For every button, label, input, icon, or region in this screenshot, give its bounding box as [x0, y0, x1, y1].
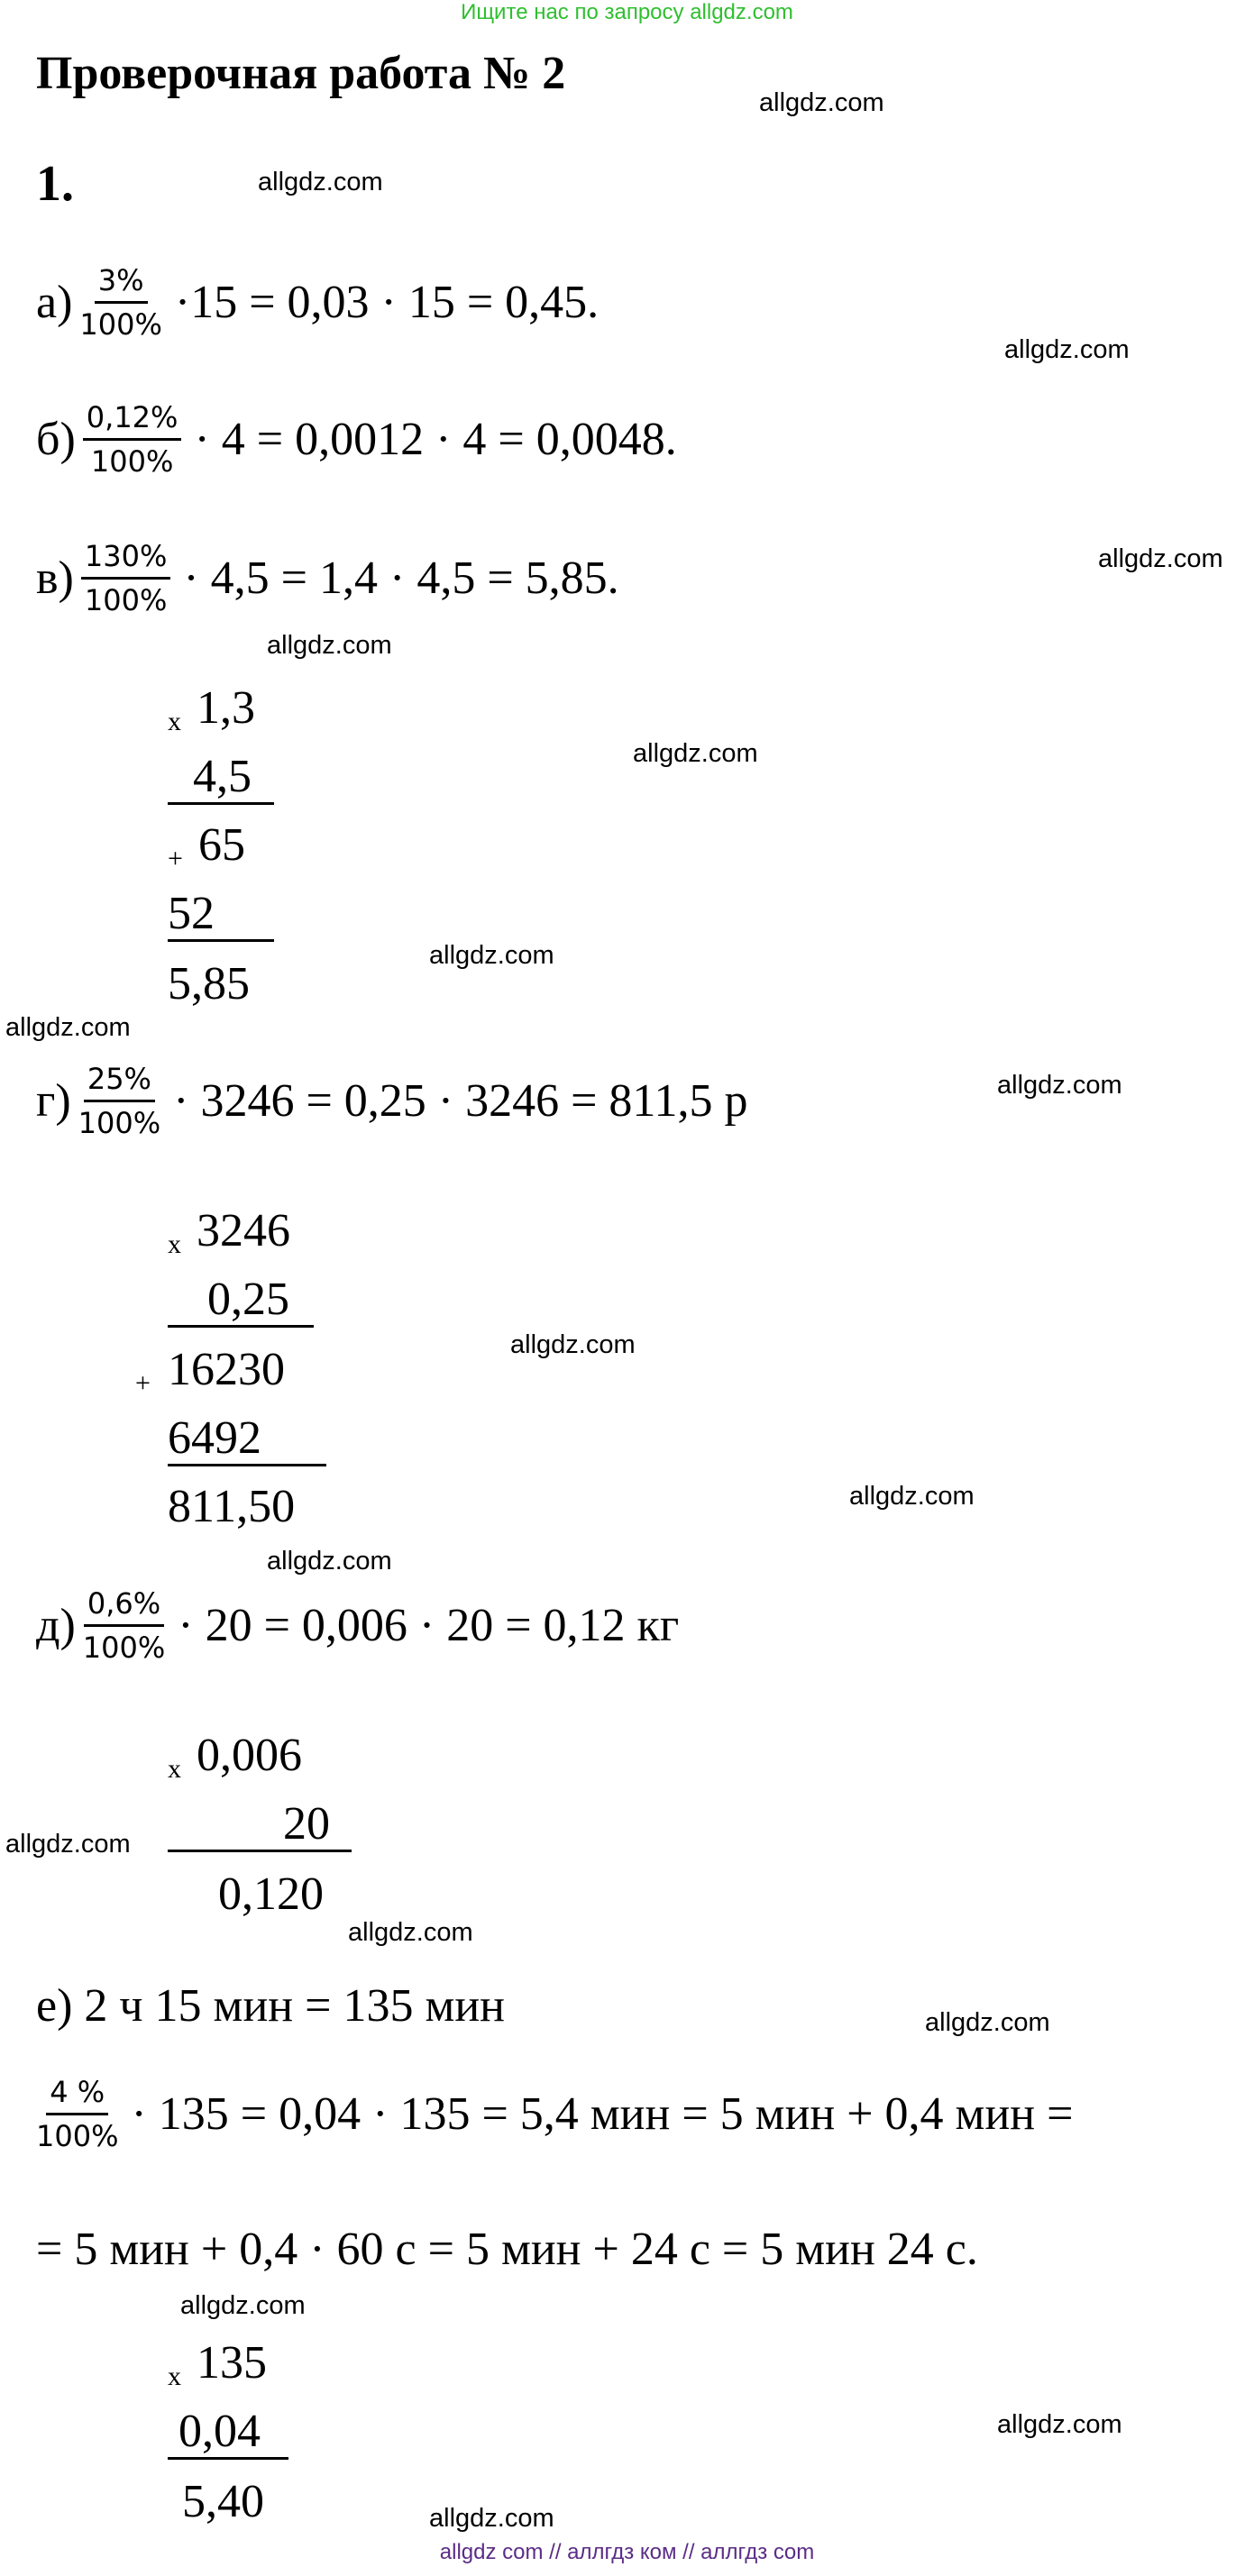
fraction-denominator: 100%	[84, 583, 168, 617]
item-e-conversion: е) 2 ч 15 мин = 135 мин	[36, 1979, 505, 2032]
item-e-expression: · 135 = 0,04 · 135 = 5,4 мин = 5 мин + 0,4 мин =	[131, 2088, 1074, 2140]
watermark[interactable]: allgdz.com	[759, 88, 884, 117]
item-d-label: д)	[36, 1600, 76, 1651]
watermark[interactable]: allgdz.com	[849, 1482, 975, 1511]
calc-underline	[168, 1850, 352, 1852]
calc-row: 0,25	[207, 1274, 289, 1325]
item-g-fraction	[78, 1062, 160, 1140]
calc-row: 135	[197, 2337, 267, 2389]
watermark[interactable]: allgdz.com	[510, 1330, 636, 1359]
plus-sign: +	[135, 1368, 151, 1398]
watermark[interactable]: allgdz.com	[429, 941, 554, 970]
item-a-expression: ·15 = 0,03 · 15 = 0,45.	[174, 277, 600, 328]
item-b-expression: · 4 = 0,0012 · 4 = 0,0048.	[194, 414, 677, 465]
item-b-fraction	[83, 400, 182, 479]
watermark[interactable]: allgdz.com	[997, 2410, 1122, 2439]
fraction-numerator: 3%	[95, 263, 148, 304]
watermark[interactable]: allgdz.com	[5, 1013, 131, 1042]
item-v-expression: · 4,5 = 1,4 · 4,5 = 5,85.	[183, 553, 619, 604]
calc-row: 16230	[168, 1344, 285, 1395]
fraction-denominator: 100%	[90, 444, 174, 479]
fraction-denominator: 100%	[79, 307, 162, 342]
watermark[interactable]: allgdz.com	[429, 2504, 554, 2533]
fraction-numerator: 25%	[84, 1062, 155, 1102]
watermark[interactable]: allgdz.com	[1098, 544, 1223, 573]
item-v-fraction	[81, 539, 170, 617]
watermark[interactable]: allgdz.com	[258, 168, 383, 196]
calc-row: 0,006	[197, 1730, 302, 1781]
watermark[interactable]: allgdz.com	[180, 2291, 306, 2320]
calc-result: 811,50	[168, 1481, 296, 1532]
multiply-sign: x	[168, 1229, 181, 1259]
calc-row: 1,3	[197, 682, 255, 734]
item-v	[36, 539, 619, 617]
watermark[interactable]: allgdz.com	[925, 2008, 1050, 2037]
watermark[interactable]: allgdz.com	[267, 631, 392, 660]
footer-links[interactable]: allgdz com // аллгдз ком // аллгдз com	[439, 2540, 815, 2564]
plus-sign: +	[168, 844, 183, 873]
item-e-line2	[36, 2075, 1073, 2153]
fraction-denominator: 100%	[36, 2119, 119, 2153]
item-e-line1	[36, 1974, 505, 2037]
item-a-fraction	[79, 263, 161, 342]
calc-row: 6492	[168, 1412, 261, 1464]
calc-underline	[168, 1325, 314, 1328]
calc-result: 5,85	[168, 958, 250, 1009]
item-v-label: в)	[36, 553, 74, 604]
item-d-expression: · 20 = 0,006 · 20 = 0,12 кг	[178, 1600, 680, 1651]
calc-row: 3246	[197, 1205, 290, 1256]
item-d	[36, 1586, 679, 1665]
calc-underline	[168, 939, 274, 942]
calc-row: 20	[283, 1798, 330, 1850]
item-e-continuation: = 5 мин + 0,4 · 60 с = 5 мин + 24 с = 5 мин 24 с.	[36, 2223, 978, 2275]
watermark[interactable]: allgdz.com	[348, 1918, 473, 1947]
calc-row: 0,04	[178, 2406, 261, 2457]
page-title: Проверочная работа № 2	[36, 48, 566, 99]
fraction-numerator: 0,12%	[83, 400, 182, 441]
item-a-label: а)	[36, 277, 73, 328]
calc-underline	[168, 2457, 288, 2460]
item-b	[36, 400, 677, 479]
multiply-sign: x	[168, 2361, 181, 2391]
item-g-expression: · 3246 = 0,25 · 3246 = 811,5 р	[173, 1075, 748, 1127]
multiply-sign: x	[168, 707, 181, 736]
item-b-label: б)	[36, 414, 76, 465]
top-banner[interactable]: Ищите нас по запросу allgdz.com	[461, 0, 793, 24]
calc-underline	[168, 1464, 326, 1466]
fraction-denominator: 100%	[78, 1106, 161, 1140]
item-d-fraction	[83, 1586, 165, 1665]
watermark[interactable]: allgdz.com	[997, 1071, 1122, 1100]
watermark[interactable]: allgdz.com	[1004, 335, 1130, 364]
calc-row: 4,5	[193, 751, 252, 802]
fraction-numerator: 130%	[81, 539, 170, 580]
fraction-numerator: 4 %	[46, 2075, 108, 2115]
watermark[interactable]: allgdz.com	[5, 1830, 131, 1859]
calc-row: 52	[168, 888, 215, 939]
item-g	[36, 1062, 748, 1140]
watermark[interactable]: allgdz.com	[633, 739, 758, 768]
calc-row: 65	[198, 819, 245, 871]
calc-result: 5,40	[182, 2476, 264, 2527]
calc-result: 0,120	[218, 1868, 324, 1920]
item-e-line3	[36, 2217, 978, 2280]
task-number: 1.	[36, 156, 74, 212]
item-e-fraction	[36, 2075, 118, 2153]
fraction-numerator: 0,6%	[84, 1586, 164, 1627]
fraction-denominator: 100%	[82, 1631, 166, 1665]
calc-underline	[168, 802, 274, 805]
item-g-label: г)	[36, 1075, 71, 1127]
multiply-sign: x	[168, 1754, 181, 1784]
item-a	[36, 263, 599, 342]
watermark[interactable]: allgdz.com	[267, 1547, 392, 1576]
